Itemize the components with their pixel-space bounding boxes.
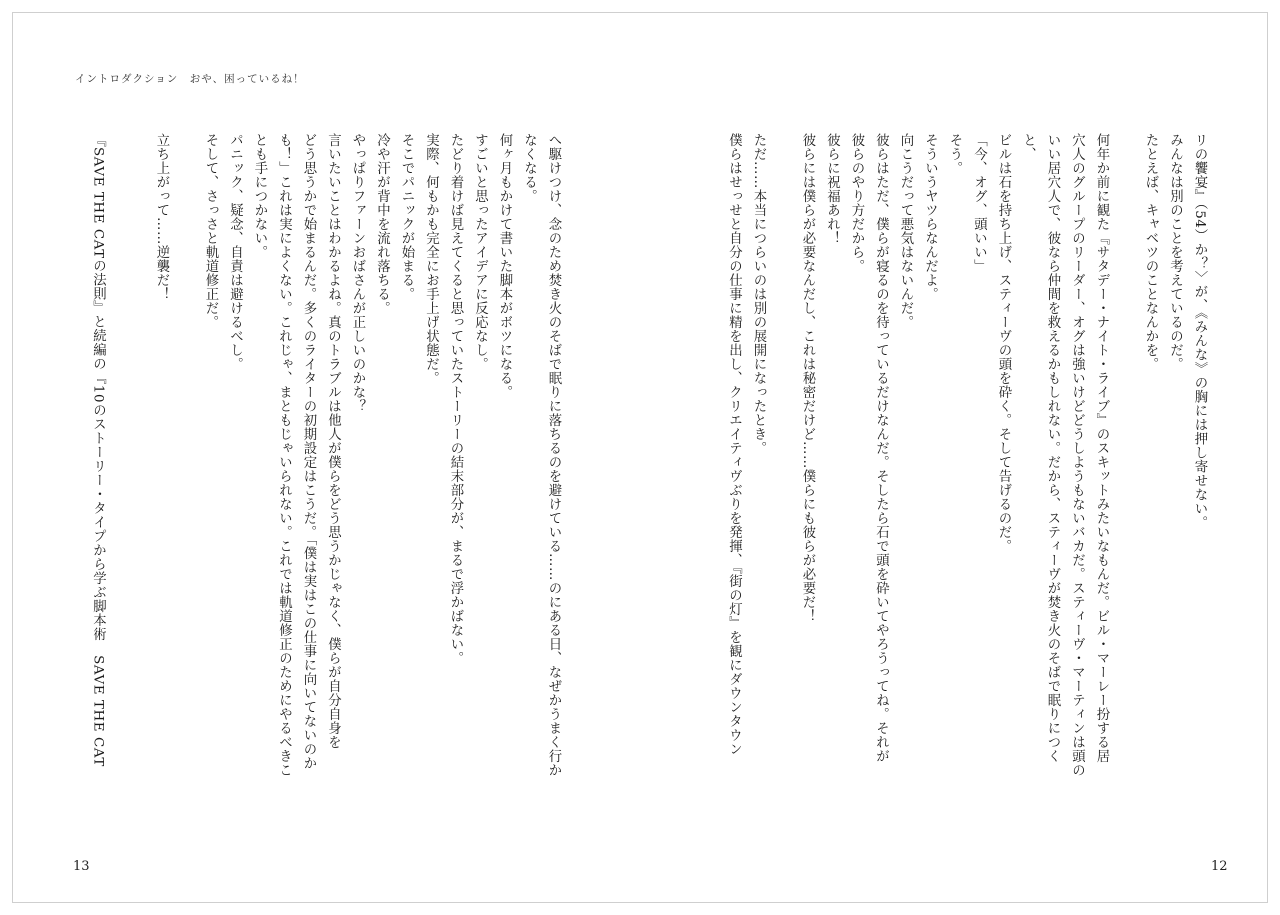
- text-line: なくなる。: [521, 133, 537, 203]
- text-line: 穴人のグループのリーダー、オグは強いけどどうしようもないバカだ。スティーヴ・マーティンは頭の: [1069, 133, 1085, 777]
- text-line: そう。: [947, 133, 962, 175]
- text-line: [1113, 133, 1138, 783]
- text-line: 立ち上がって……逆襲だ！: [154, 133, 169, 301]
- text-line: [173, 133, 198, 783]
- text-line: みんなは別のことを考えているのだ。: [1167, 133, 1183, 371]
- text-line: やっぱりファーンおばさんが正しいのかな？: [350, 133, 365, 413]
- text-line: 「今、オグ、頭いい」: [971, 133, 987, 273]
- text-line: そこでパニックが始まる。: [399, 133, 414, 301]
- text-line: たとえば、キャベツのことなんかを。: [1143, 133, 1158, 371]
- text-line: 彼らはただ、僕らが寝るのを待っているだけなんだ。そしたら石で頭を砕いてやろうってね。それが: [873, 133, 889, 763]
- book-spread: [12, 12, 1268, 903]
- text-line: どう思うかで始まるんだ。多くのライターの初期設定はこうだ。「僕は実はこの仕事に向いてないのか: [301, 133, 316, 771]
- text-line: 僕らはせっせと自分の仕事に精を出し、クリエイティヴぶりを発揮、『街の灯』を観にダウンタウン: [726, 133, 742, 757]
- text-line: ビルは石を持ち上げ、スティーヴの頭を砕く。そして告げるのだ。: [996, 133, 1011, 553]
- page-number-left: 13: [73, 859, 90, 874]
- text-line: そして、さっさと軌道修正だ。: [203, 133, 218, 329]
- text-line: へ駆けつけ、念のため焚き火のそばで眠りに落ちるのを避けている……のにある日、なぜかうまく行か: [546, 133, 561, 777]
- text-line: 何ヶ月もかけて書いた脚本がボツになる。: [497, 133, 512, 399]
- text-line: 彼らには僕らが必要なんだし、これは秘密だけど……僕らにも彼らが必要だ！: [800, 133, 815, 623]
- running-header: イントロダクション おや、困っているね！: [75, 73, 305, 85]
- text-line: 言いたいことはわかるよね。真のトラブルは他人が僕らをどう思うかじゃなく、僕らが自分自身を: [325, 133, 341, 749]
- text-line: いい居穴人で、彼なら仲間を救えるかもしれない。だから、スティーヴが焚き火のそばで眠りにつくと、: [1020, 133, 1060, 763]
- text-line: そういうヤツらなんだよ。: [922, 133, 938, 301]
- text-line: ただ……本当につらいのは別の展開になったとき。: [751, 133, 766, 455]
- text-line: [770, 133, 795, 783]
- text-line: 向こうだって悪気はないんだ。: [898, 133, 913, 329]
- text-line: 冷や汗が背中を流れ落ちる。: [374, 133, 390, 315]
- text-line: パニック、疑念、自責は避けるべし。: [227, 133, 243, 371]
- text-line: すごいと思ったアイデアに反応なし。: [472, 133, 488, 371]
- text-line: 彼らのやり方だから。: [849, 133, 864, 273]
- text-line: 彼らに祝福あれ！: [824, 133, 840, 245]
- text-line: 実際、何もかも完全にお手上げ状態だ。: [423, 133, 439, 385]
- text-line: たどり着けば見えてくると思っていたストーリーの結末部分が、まるで浮かばない。: [448, 133, 463, 665]
- page-right-body: [726, 133, 1211, 783]
- text-line: も！」これは実によくない。これじゃ、まともじゃいられない。これでは軌道修正のためにやるべきこ: [276, 133, 292, 777]
- page-number-right: 12: [1211, 859, 1228, 874]
- book-title-line: 『SAVE THE CATの法則』と続編の『10のストーリー・タイプから学ぶ脚本術 SAVE THE CAT: [90, 133, 106, 767]
- text-line: 何年か前に観た『サタデー・ナイト・ライブ』のスキットみたいなもんだ。ビル・マーレー扮する居: [1094, 133, 1109, 763]
- page-left-body: [85, 133, 565, 783]
- text-line: リの饗宴』（54）か？〉が、《みんな》の胸には押し寄せない。: [1192, 133, 1207, 530]
- text-line: とも手につかない。: [252, 133, 267, 259]
